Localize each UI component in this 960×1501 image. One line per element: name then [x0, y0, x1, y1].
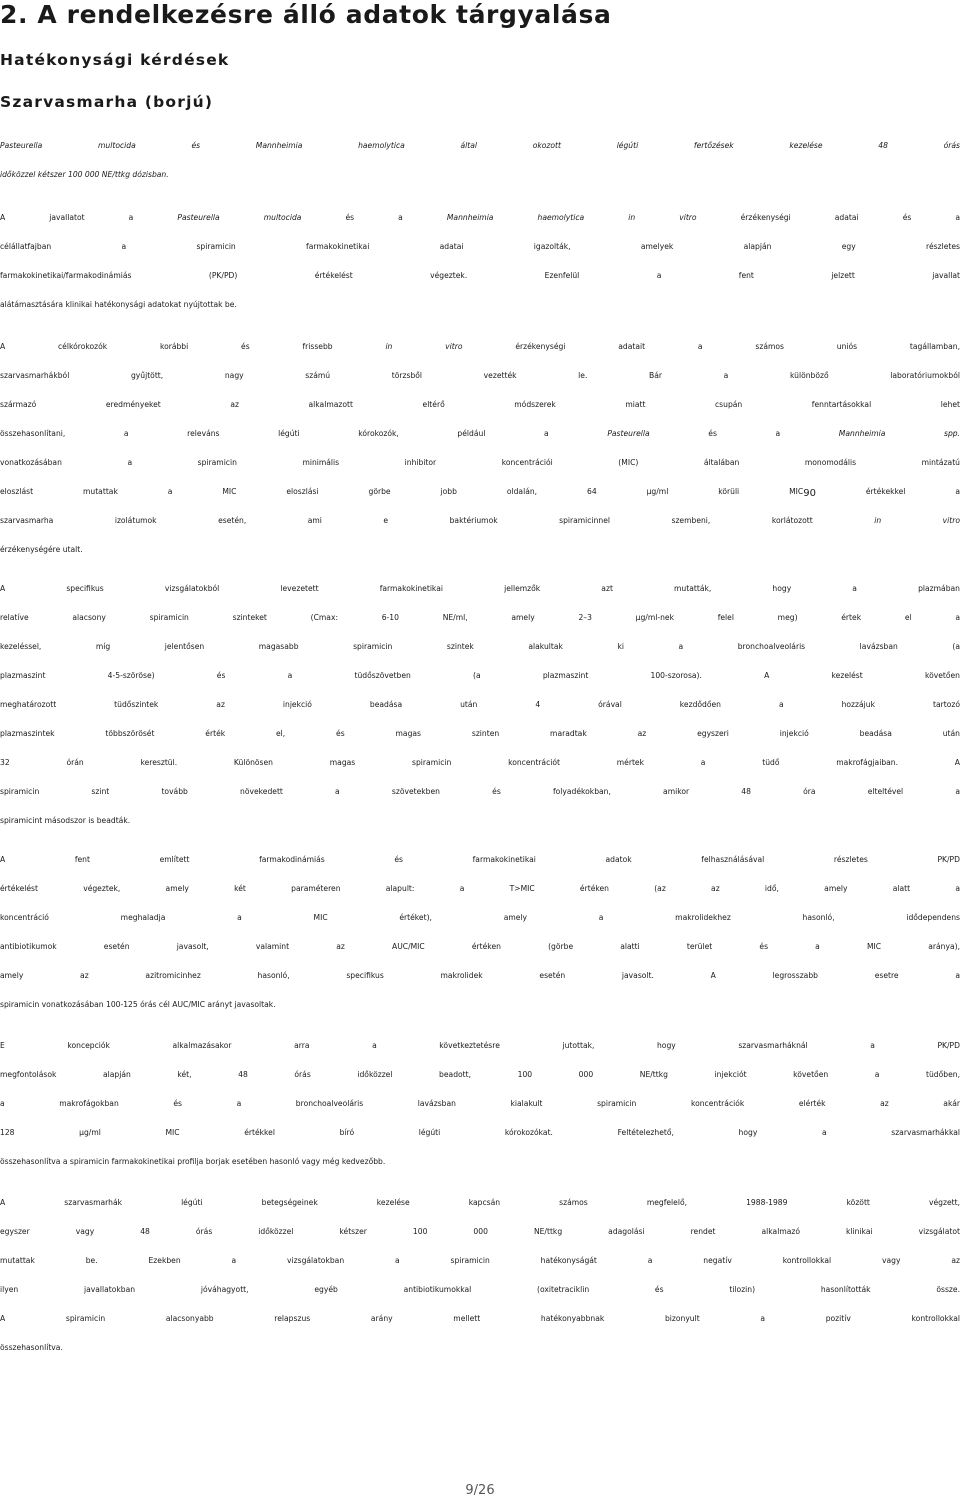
text-line: 32 órán keresztül. Különösen magas spiramicin koncentrációt mértek a tüdő makrofágjaiban. A: [0, 758, 960, 767]
text-run: összehasonlítani, a releváns légúti kórokozók, például a: [0, 429, 608, 438]
text-run: A célkórokozók korábbi és frissebb: [0, 342, 386, 351]
text-run: eloszlást mutattak a MIC eloszlási görbe jobb oldalán, 64 µg/ml körüli MIC: [0, 487, 804, 496]
text-line: szarvasmarhákból gyűjtött, nagy számú törzsből vezették le. Bár a különböző laboratóriumokból: [0, 371, 960, 380]
text-run: Pasteurella multocida: [177, 213, 302, 222]
subscript: 90: [803, 488, 816, 499]
text-line: alátámasztására klinikai hatékonysági adatokat nyújtottak be.: [0, 300, 237, 309]
paragraph-pk-pd-conclusion: [0, 1031, 960, 1176]
text-line: ilyen javallatokban jóváhagyott, egyéb antibiotikumokkal (oxitetraciklin és tilozin) hasonlították össze.: [0, 1285, 960, 1294]
text-run: érzékenységi adatait a számos uniós tagállamban,: [462, 342, 960, 351]
text-run: A javallatot a: [0, 213, 178, 222]
text-run: Pasteurella: [607, 429, 650, 438]
indication-line: időközzel kétszer 100 000 NE/ttkg dózisban.: [0, 170, 169, 179]
text-line: A specifikus vizsgálatokból levezetett farmakokinetikai jellemzők azt mutatták, hogy a plazmában: [0, 584, 960, 593]
text-run: és a: [649, 429, 839, 438]
text-line: egyszer vagy 48 órás időközzel kétszer 100 000 NE/ttkg adagolási rendet alkalmazó klinikai vizsgálatot: [0, 1227, 960, 1236]
text-line: spiramicint másodszor is beadták.: [0, 816, 131, 825]
section-title: 2. A rendelkezésre álló adatok tárgyalása: [0, 0, 612, 29]
text-line: A fent említett farmakodinámiás és farmakokinetikai adatok felhasználásával részletes PK/PD: [0, 855, 960, 864]
text-line: megfontolások alapján két, 48 órás időközzel beadott, 100 000 NE/ttkg injekciót követően a tüdőben,: [0, 1070, 960, 1079]
text-run: Mannheimia haemolytica in vitro: [446, 213, 697, 222]
indication-line: Pasteurella multocida és Mannheimia haemolytica által okozott légúti fertőzések kezelése 48 órás: [0, 141, 960, 150]
paragraph-pk-pd-evaluation: [0, 845, 960, 1019]
text-line: meghatározott tüdőszintek az injekció beadása után 4 órával kezdődően a hozzájuk tartozó: [0, 700, 960, 709]
text-line: amely az azitromicinhez hasonló, specifikus makrolidek esetén javasolt. A legrosszabb esetre a: [0, 971, 960, 980]
page-number: 9/26: [465, 1483, 495, 1498]
text-line: kezeléssel, míg jelentősen magasabb spiramicin szintek alakultak ki a bronchoalveoláris lavázsban (a: [0, 642, 960, 651]
text-line: származó eredményeket az alkalmazott eltérő módszerek miatt csupán fenntartásokkal lehet: [0, 400, 960, 409]
text-line: farmakokinetikai/farmakodinámiás (PK/PD) értékelést végeztek. Ezenfelül a fent jelzett javallat: [0, 271, 960, 280]
text-run: in vitro: [874, 516, 960, 525]
paragraph-clinical-studies: [0, 1188, 960, 1362]
text-line: [0, 506, 960, 535]
text-line: mutattak be. Ezekben a vizsgálatokban a spiramicin hatékonyságát a negatív kontrollokkal vagy az: [0, 1256, 960, 1265]
text-run: in vitro: [385, 342, 463, 351]
text-line: a makrofágokban és a bronchoalveoláris lavázsban kialakult spiramicin koncentrációk elérték az akár: [0, 1099, 960, 1108]
paragraph-pharmacokinetics: [0, 574, 960, 835]
text-run: és a: [301, 213, 447, 222]
text-line: plazmaszint 4-5-szöröse) és a tüdőszövetben (a plazmaszint 100-szorosa). A kezelést követően: [0, 671, 960, 680]
text-run: érzékenységi adatai és a: [696, 213, 960, 222]
text-line: célállatfajban a spiramicin farmakokinetikai adatai igazolták, amelyek alapján egy részletes: [0, 242, 960, 251]
text-line: A spiramicin alacsonyabb relapszus arány mellett hatékonyabbnak bizonyult a pozitív kontrollokkal: [0, 1314, 960, 1323]
text-line: koncentráció meghaladja a MIC értéket), amely a makrolidekhez hasonló, idődependens: [0, 913, 960, 922]
text-line: antibiotikumok esetén javasolt, valamint az AUC/MIC értéken (görbe alatti terület és a MIC aránya),: [0, 942, 960, 951]
text-run: értékekkel a: [815, 487, 960, 496]
subheading-cattle: Szarvasmarha (borjú): [0, 93, 214, 111]
text-line: E koncepciók alkalmazásakor arra a következtetésre jutottak, hogy szarvasmarháknál a PK/PD: [0, 1041, 960, 1050]
text-line: spiramicin vonatkozásában 100-125 órás cél AUC/MIC arányt javasoltak.: [0, 1000, 276, 1009]
text-line: összehasonlítva.: [0, 1343, 63, 1352]
subheading-efficacy: Hatékonysági kérdések: [0, 51, 230, 69]
text-line: érzékenységére utalt.: [0, 545, 83, 554]
paragraph-indication-basis: [0, 203, 960, 319]
text-run: szarvasmarha izolátumok esetén, ami e baktériumok spiramicinnel szembeni, korlátozott: [0, 516, 875, 525]
text-line: [0, 203, 960, 232]
text-line: vonatkozásában a spiramicin minimális inhibitor koncentrációi (MIC) általában monomodális mintázatú: [0, 458, 960, 467]
indication-title: [0, 131, 960, 189]
text-line: 128 µg/ml MIC értékkel bíró légúti kórokozókat. Feltételezhető, hogy a szarvasmarhákkal: [0, 1128, 960, 1137]
text-line: [0, 332, 960, 361]
text-line: értékelést végeztek, amely két paraméteren alapult: a T>MIC értéken (az az idő, amely alatt a: [0, 884, 960, 893]
text-line: [0, 419, 960, 448]
text-line: relatíve alacsony spiramicin szinteket (Cmax: 6-10 NE/ml, amely 2–3 µg/ml-nek felel meg) értek el a: [0, 613, 960, 622]
text-run: Mannheimia spp.: [838, 429, 960, 438]
text-line: spiramicin szint tovább növekedett a szövetekben és folyadékokban, amikor 48 óra elteltével a: [0, 787, 960, 796]
text-line: [0, 477, 960, 506]
text-line: összehasonlítva a spiramicin farmakokinetikai profilja borjak esetében hasonló vagy még kedvezőbb.: [0, 1157, 386, 1166]
paragraph-in-vitro-susceptibility: [0, 332, 960, 564]
text-line: A szarvasmarhák légúti betegségeinek kezelése kapcsán számos megfelelő, 1988-1989 között végzett,: [0, 1198, 960, 1207]
text-line: plazmaszintek többszörösét érték el, és magas szinten maradtak az egyszeri injekció beadása után: [0, 729, 960, 738]
